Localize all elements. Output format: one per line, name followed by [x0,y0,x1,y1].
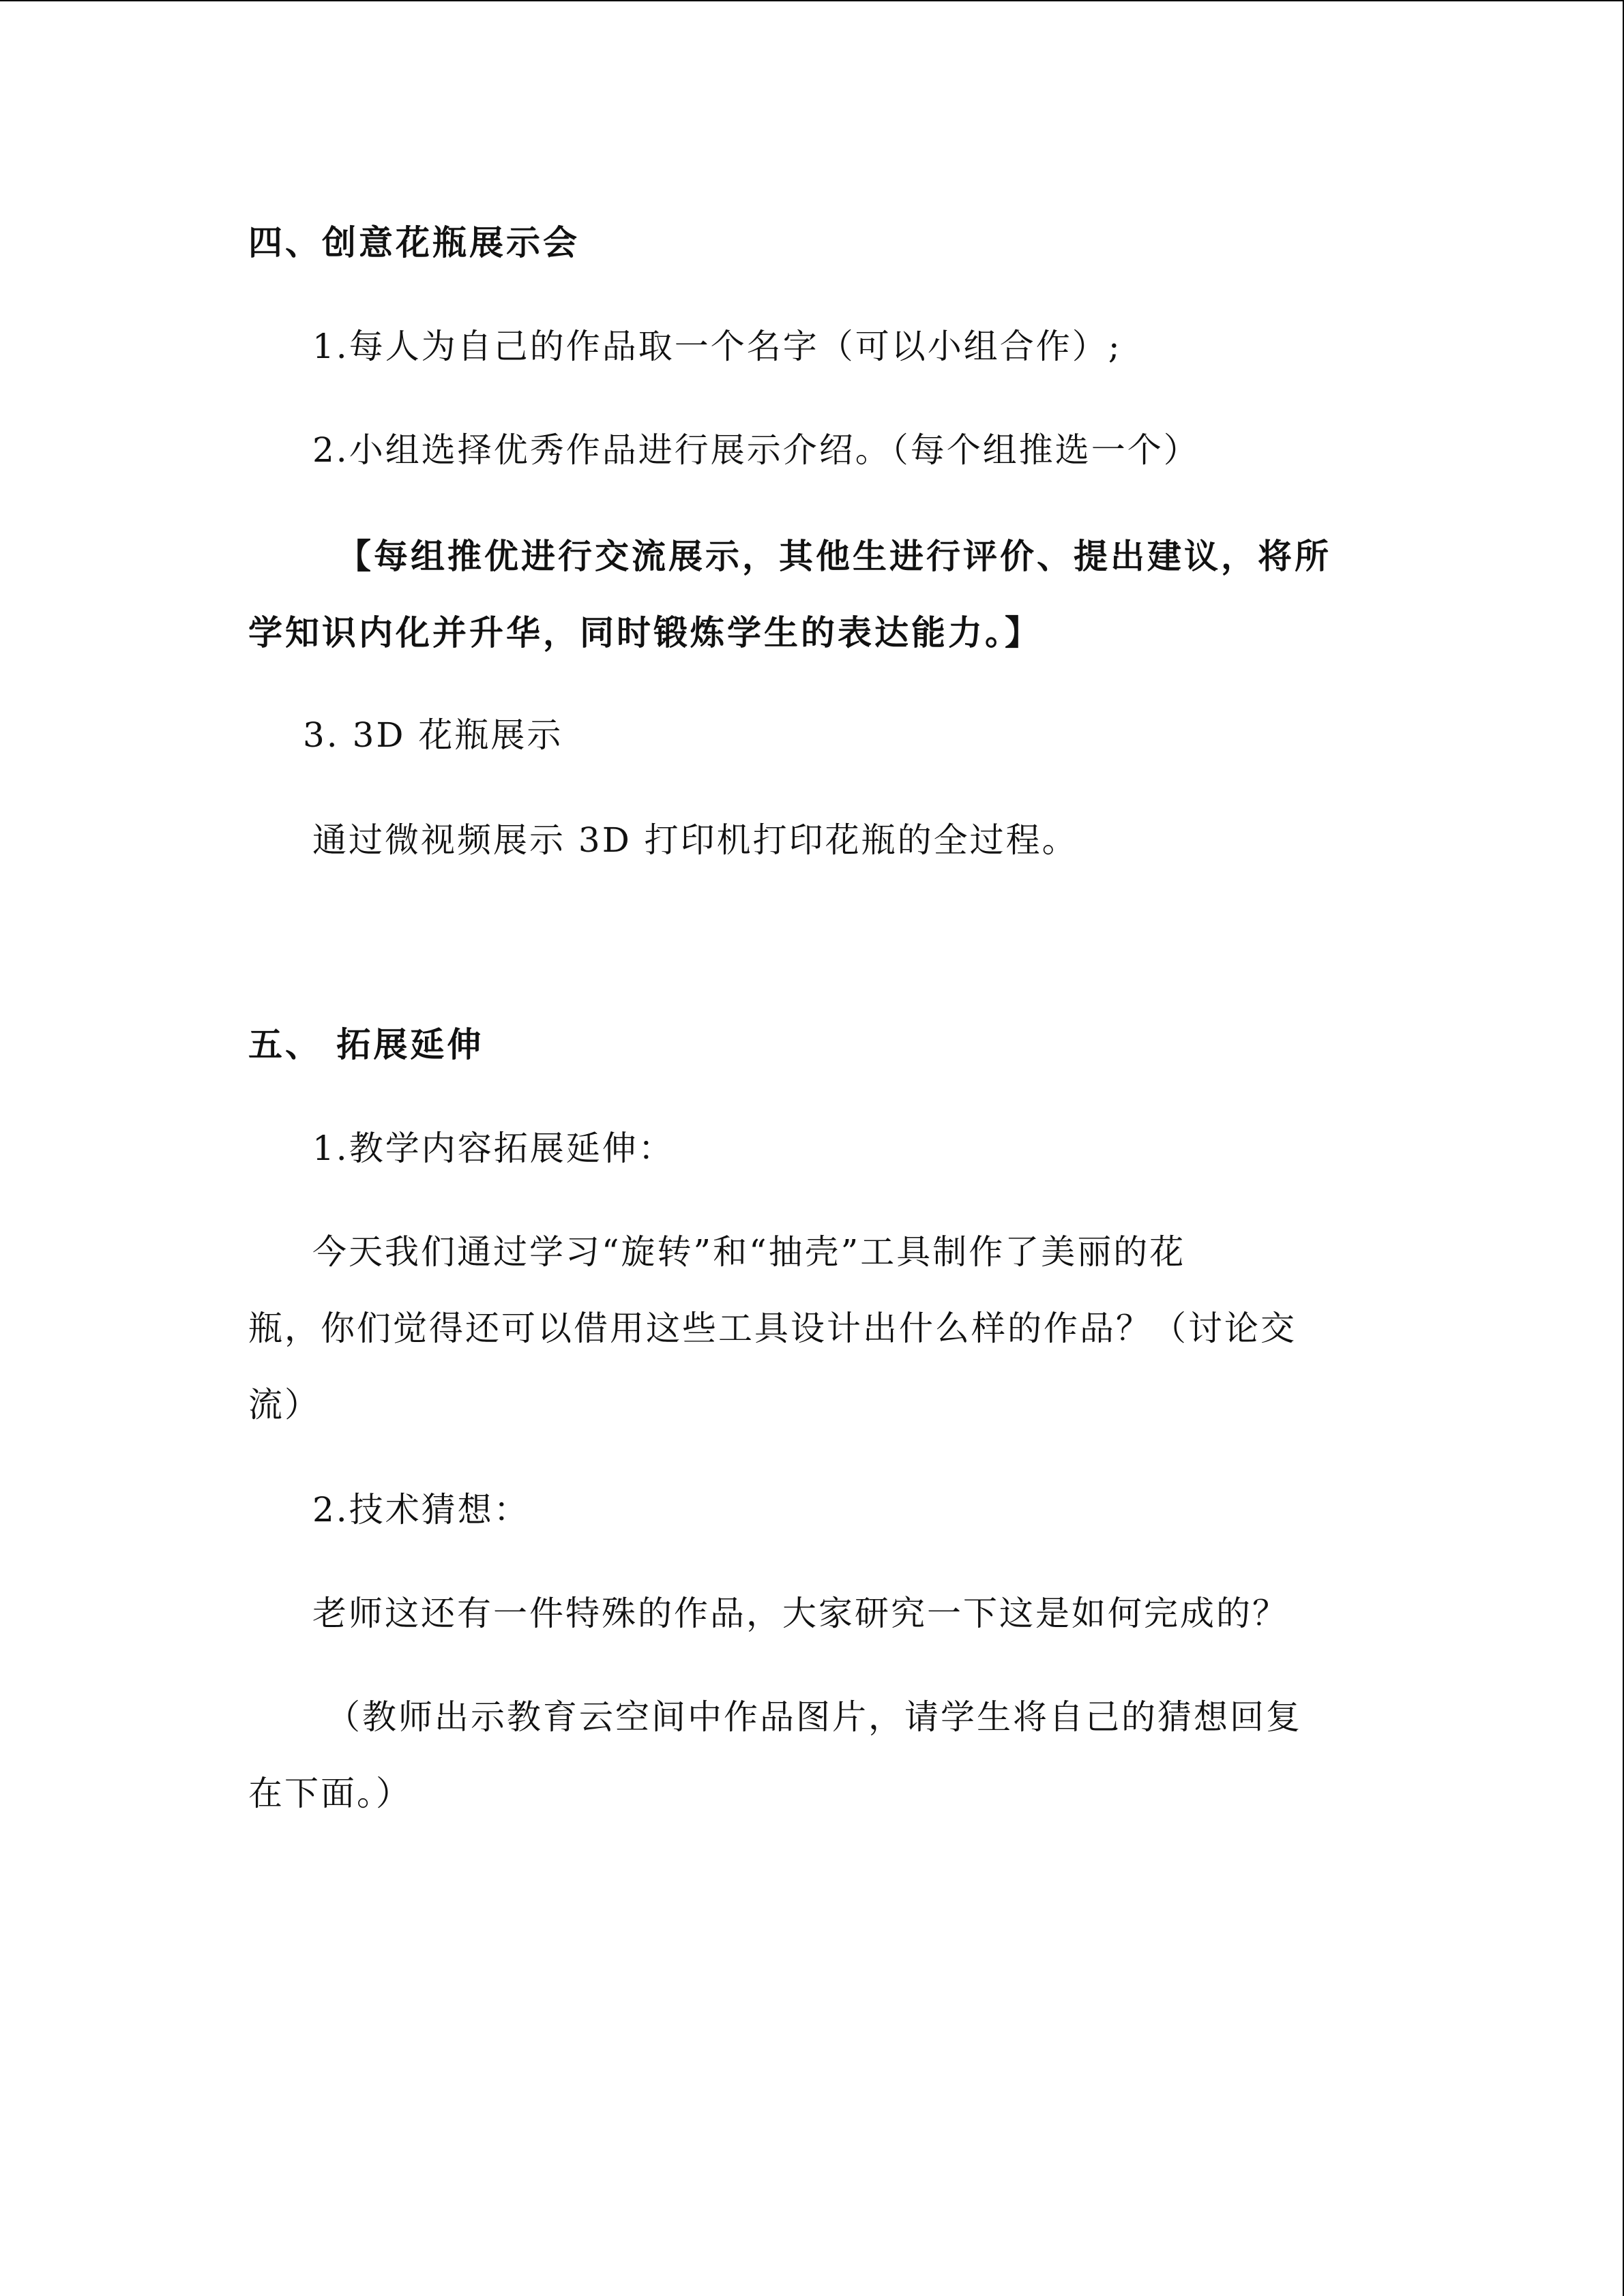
section-4-heading: 四、创意花瓶展示会 [248,223,580,263]
section-4-note-line-2: 学知识内化并升华，同时锻炼学生的表达能力。】 [248,613,1042,653]
section-5-para-2: 老师这还有一件特殊的作品，大家研究一下这是如何完成的？ [312,1594,1288,1633]
section-5-heading: 五、 拓展延伸 [248,1025,484,1064]
section-5-item-2: 2.技术猜想： [312,1490,530,1530]
section-5-para-3-line-1: （教师出示教育云空间中作品图片，请学生将自己的猜想回复 [326,1697,1302,1737]
section-5-para-1-line-3: 流） [248,1385,321,1425]
section-5-para-1-line-2: 瓶，你们觉得还可以借用这些工具设计出什么样的作品？（讨论交 [248,1309,1297,1348]
section-5-item-1: 1.教学内容拓展延伸： [312,1129,675,1168]
section-5-para-1-line-1: 今天我们通过学习“旋转”和“抽壳”工具制作了美丽的花 [312,1232,1186,1272]
section-4-note-line-1: 【每组推优进行交流展示，其他生进行评价、提出建议，将所 [337,537,1331,576]
section-4-item-1: 1.每人为自己的作品取一个名字（可以小组合作）; [312,327,1122,366]
section-4-item-3-text: 通过微视频展示 3D 打印机打印花瓶的全过程。 [312,820,1078,860]
section-4-item-3: 3. 3D 花瓶展示 [303,715,563,755]
section-5-para-3-line-2: 在下面。） [248,1774,412,1813]
section-4-item-2: 2.小组选择优秀作品进行展示介绍。（每个组推选一个） [312,430,1200,470]
